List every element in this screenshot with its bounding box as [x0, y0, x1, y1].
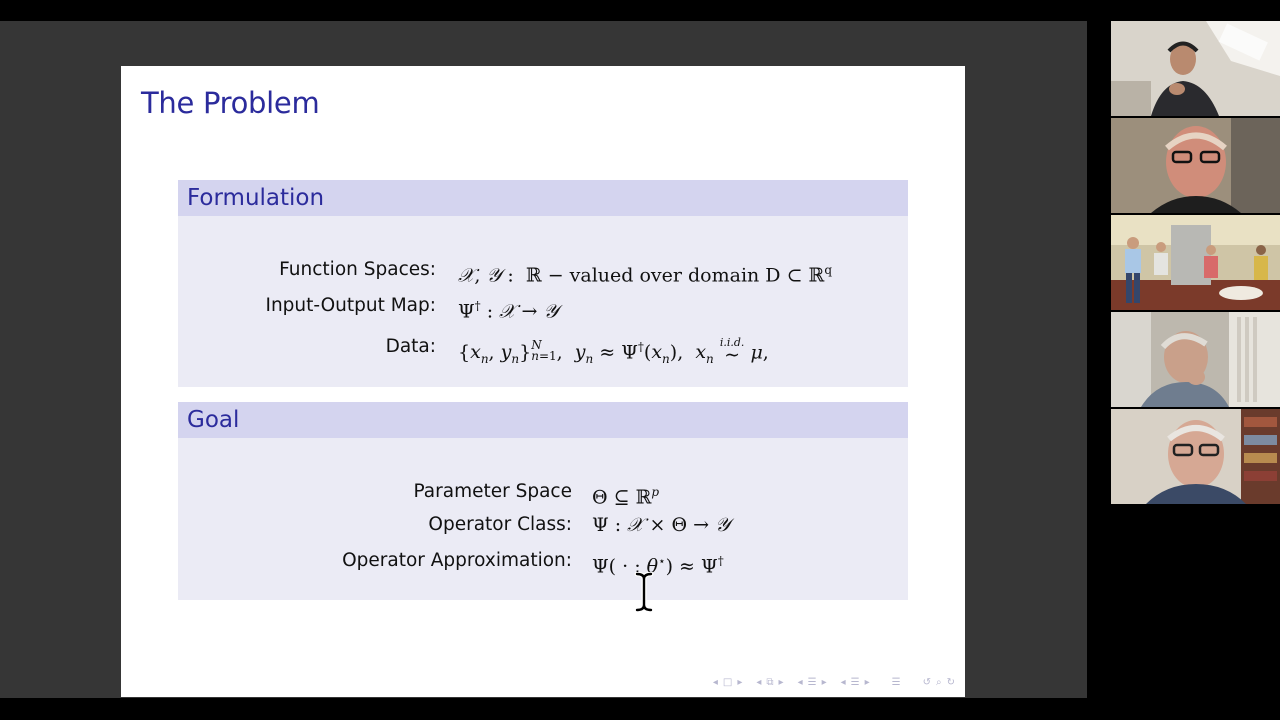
participant-tile[interactable] — [1111, 312, 1280, 407]
nav-prev-icon[interactable]: ◂ — [756, 676, 762, 688]
formula-math: Θ ⊆ ℝ$^p$ — [592, 485, 660, 509]
formula-row-operator-class — [178, 510, 908, 540]
formula-label: Function Spaces: — [279, 259, 436, 280]
slide-title: The Problem — [141, 86, 320, 120]
text-cursor-icon — [634, 572, 654, 612]
redo-icon[interactable]: ↻ — [946, 676, 955, 688]
toc-icon[interactable]: ☰ — [850, 676, 860, 688]
screen-share-area — [0, 21, 1087, 698]
nav-next-icon[interactable]: ▸ — [821, 676, 827, 688]
toc-icon[interactable]: ☰ — [891, 676, 901, 688]
formula-math: Ψ( · ; θ⋆) ≈ Ψ† — [592, 554, 724, 578]
formula-label: Input-Output Map: — [265, 295, 436, 316]
nav-prev-icon[interactable]: ◂ — [840, 676, 846, 688]
goal-heading: Goal — [178, 402, 908, 438]
participant-tile[interactable] — [1111, 409, 1280, 504]
participant-tile[interactable] — [1111, 118, 1280, 213]
formula-row-operator-approximation — [178, 546, 908, 576]
formula-row-data — [178, 332, 908, 367]
formulation-block — [178, 180, 908, 387]
formula-label: Operator Class: — [428, 514, 572, 535]
formulation-heading: Formulation — [178, 180, 908, 216]
formula-math: Ψ : 𝒳 × Θ → 𝒴 — [592, 514, 730, 536]
formula-row-input-output-map — [178, 291, 908, 321]
nav-prev-icon[interactable]: ◂ — [797, 676, 803, 688]
goal-block — [178, 402, 908, 600]
frame-icon[interactable]: □ — [722, 676, 733, 688]
formula-math: Ψ† : 𝒳 → 𝒴 — [458, 299, 559, 323]
formula-label: Parameter Space — [413, 481, 572, 502]
search-icon[interactable]: ⌕ — [936, 676, 942, 688]
beamer-navigation — [713, 675, 955, 689]
nav-next-icon[interactable]: ▸ — [864, 676, 870, 688]
formula-math: {$x_n$, $y_n\}N$ n=1, $y_n \approx \Psi^\dagger(x_n)$, $x_n$ i.i.d. ∼ μ, — [458, 335, 769, 367]
participant-tile[interactable] — [1111, 215, 1280, 310]
section-icon[interactable]: ☰ — [807, 676, 817, 688]
formula-label: Data: — [385, 336, 436, 357]
undo-icon[interactable]: ↺ — [922, 676, 931, 688]
formula-row-function-spaces — [178, 255, 908, 285]
nav-prev-icon[interactable]: ◂ — [712, 676, 718, 688]
presentation-slide — [121, 66, 965, 697]
nav-next-icon[interactable]: ▸ — [778, 676, 784, 688]
participant-tile[interactable] — [1111, 21, 1280, 116]
formula-math: 𝒳, 𝒴 : ℝ − valued over domain D ⊂ ℝ$^q$ — [458, 263, 833, 287]
subsection-icon[interactable]: ⧉ — [766, 676, 774, 688]
nav-next-icon[interactable]: ▸ — [737, 676, 743, 688]
formula-row-parameter-space — [178, 477, 908, 507]
formula-label: Operator Approximation: — [342, 550, 572, 571]
